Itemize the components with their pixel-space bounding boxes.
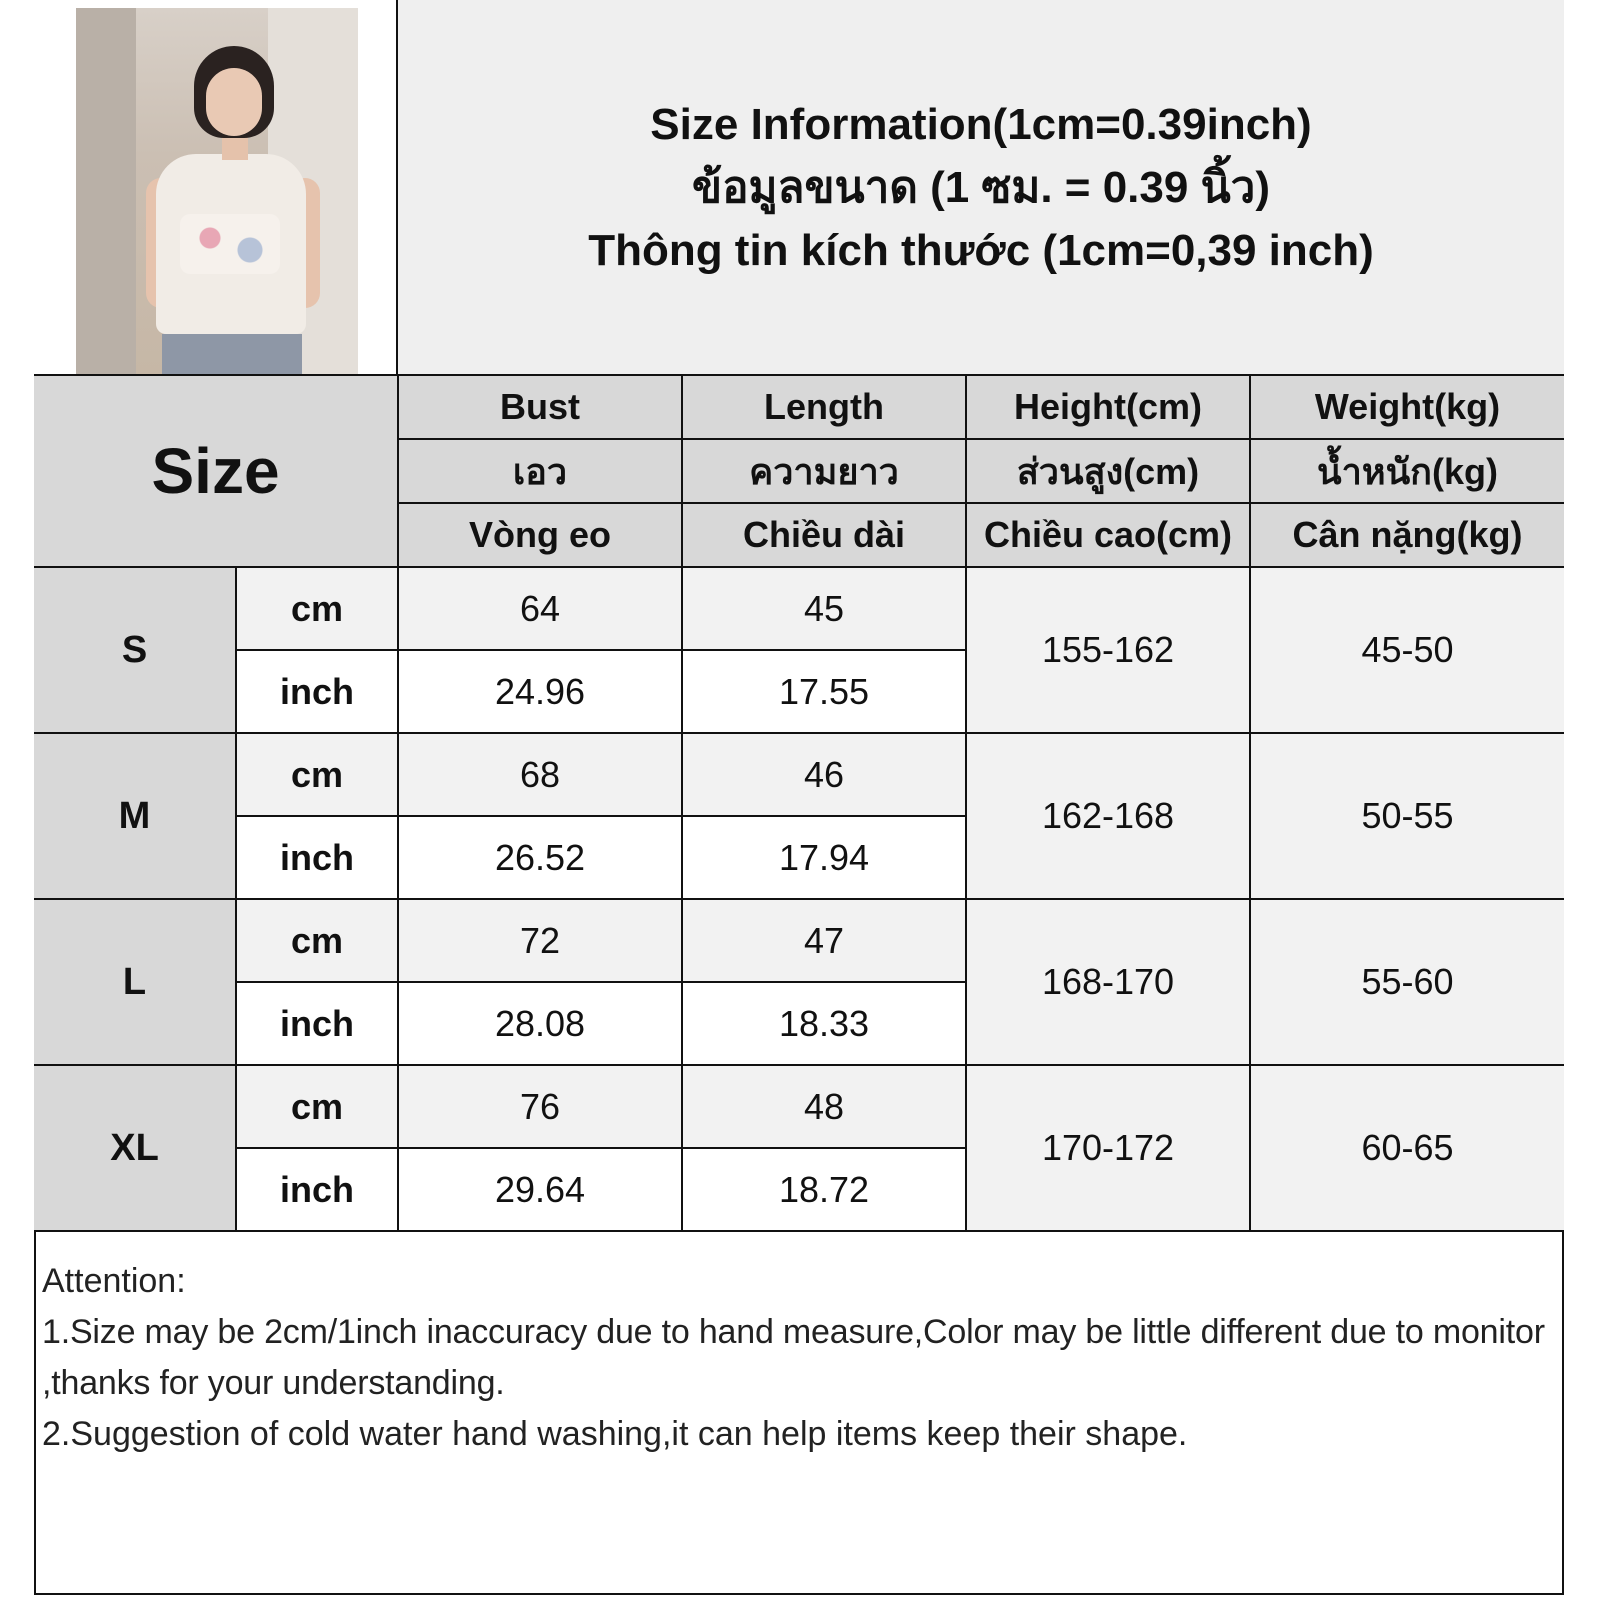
height-range: 155-162	[966, 567, 1250, 733]
title-thai: ข้อมูลขนาด (1 ซม. = 0.39 นิ้ว)	[691, 162, 1270, 212]
photo-face	[206, 68, 262, 136]
weight-header-en: Weight(kg)	[1250, 376, 1564, 439]
size-label-m: M	[34, 733, 236, 899]
unit-cm: cm	[236, 567, 398, 650]
height-range: 162-168	[966, 733, 1250, 899]
bust-cm-value: 72	[398, 899, 682, 982]
size-label-l: L	[34, 899, 236, 1065]
unit-cm: cm	[236, 733, 398, 816]
attention-note-1: 1.Size may be 2cm/1inch inaccuracy due to hand measure,Color may be little different due to monitor ,thanks for your understanding.	[42, 1313, 1545, 1402]
height-header-th: ส่วนสูง(cm)	[966, 439, 1250, 503]
title-english: Size Information(1cm=0.39inch)	[650, 99, 1312, 149]
bust-inch-value: 24.96	[398, 650, 682, 733]
size-column-header: Size	[34, 376, 398, 567]
weight-header-vi: Cân nặng(kg)	[1250, 503, 1564, 567]
attention-heading: Attention:	[42, 1262, 186, 1300]
product-photo-cell	[34, 0, 398, 376]
bust-inch-value: 29.64	[398, 1148, 682, 1231]
bust-inch-value: 28.08	[398, 982, 682, 1065]
size-table	[34, 376, 1564, 1232]
unit-cm: cm	[236, 1065, 398, 1148]
length-cm-value: 45	[682, 567, 966, 650]
length-header-th: ความยาว	[682, 439, 966, 503]
product-photo	[76, 8, 358, 374]
bust-cm-value: 68	[398, 733, 682, 816]
unit-cm: cm	[236, 899, 398, 982]
size-label-s: S	[34, 567, 236, 733]
photo-background-wall	[76, 8, 136, 374]
title-block	[398, 0, 1564, 376]
length-inch-value: 18.33	[682, 982, 966, 1065]
length-inch-value: 17.55	[682, 650, 966, 733]
bust-cm-value: 64	[398, 567, 682, 650]
weight-range: 55-60	[1250, 899, 1564, 1065]
unit-inch: inch	[236, 982, 398, 1065]
bust-inch-value: 26.52	[398, 816, 682, 899]
length-cm-value: 46	[682, 733, 966, 816]
length-inch-value: 18.72	[682, 1148, 966, 1231]
size-label-xl: XL	[34, 1065, 236, 1231]
length-cm-value: 47	[682, 899, 966, 982]
photo-jeans	[162, 334, 302, 374]
unit-inch: inch	[236, 1148, 398, 1231]
bust-header-th: เอว	[398, 439, 682, 503]
weight-range: 60-65	[1250, 1065, 1564, 1231]
length-header-en: Length	[682, 376, 966, 439]
weight-header-th: น้ำหนัก(kg)	[1250, 439, 1564, 503]
weight-range: 50-55	[1250, 733, 1564, 899]
bust-cm-value: 76	[398, 1065, 682, 1148]
size-chart-sheet	[34, 0, 1566, 1600]
height-range: 170-172	[966, 1065, 1250, 1231]
attention-notes	[42, 1256, 1554, 1460]
height-header-en: Height(cm)	[966, 376, 1250, 439]
bust-header-en: Bust	[398, 376, 682, 439]
length-cm-value: 48	[682, 1065, 966, 1148]
weight-range: 45-50	[1250, 567, 1564, 733]
length-header-vi: Chiều dài	[682, 503, 966, 567]
photo-tshirt-print	[180, 214, 280, 274]
length-inch-value: 17.94	[682, 816, 966, 899]
bust-header-vi: Vòng eo	[398, 503, 682, 567]
attention-note-2: 2.Suggestion of cold water hand washing,it can help items keep their shape.	[42, 1415, 1188, 1453]
height-header-vi: Chiều cao(cm)	[966, 503, 1250, 567]
height-range: 168-170	[966, 899, 1250, 1065]
unit-inch: inch	[236, 650, 398, 733]
unit-inch: inch	[236, 816, 398, 899]
title-vietnamese: Thông tin kích thước (1cm=0,39 inch)	[588, 225, 1374, 275]
